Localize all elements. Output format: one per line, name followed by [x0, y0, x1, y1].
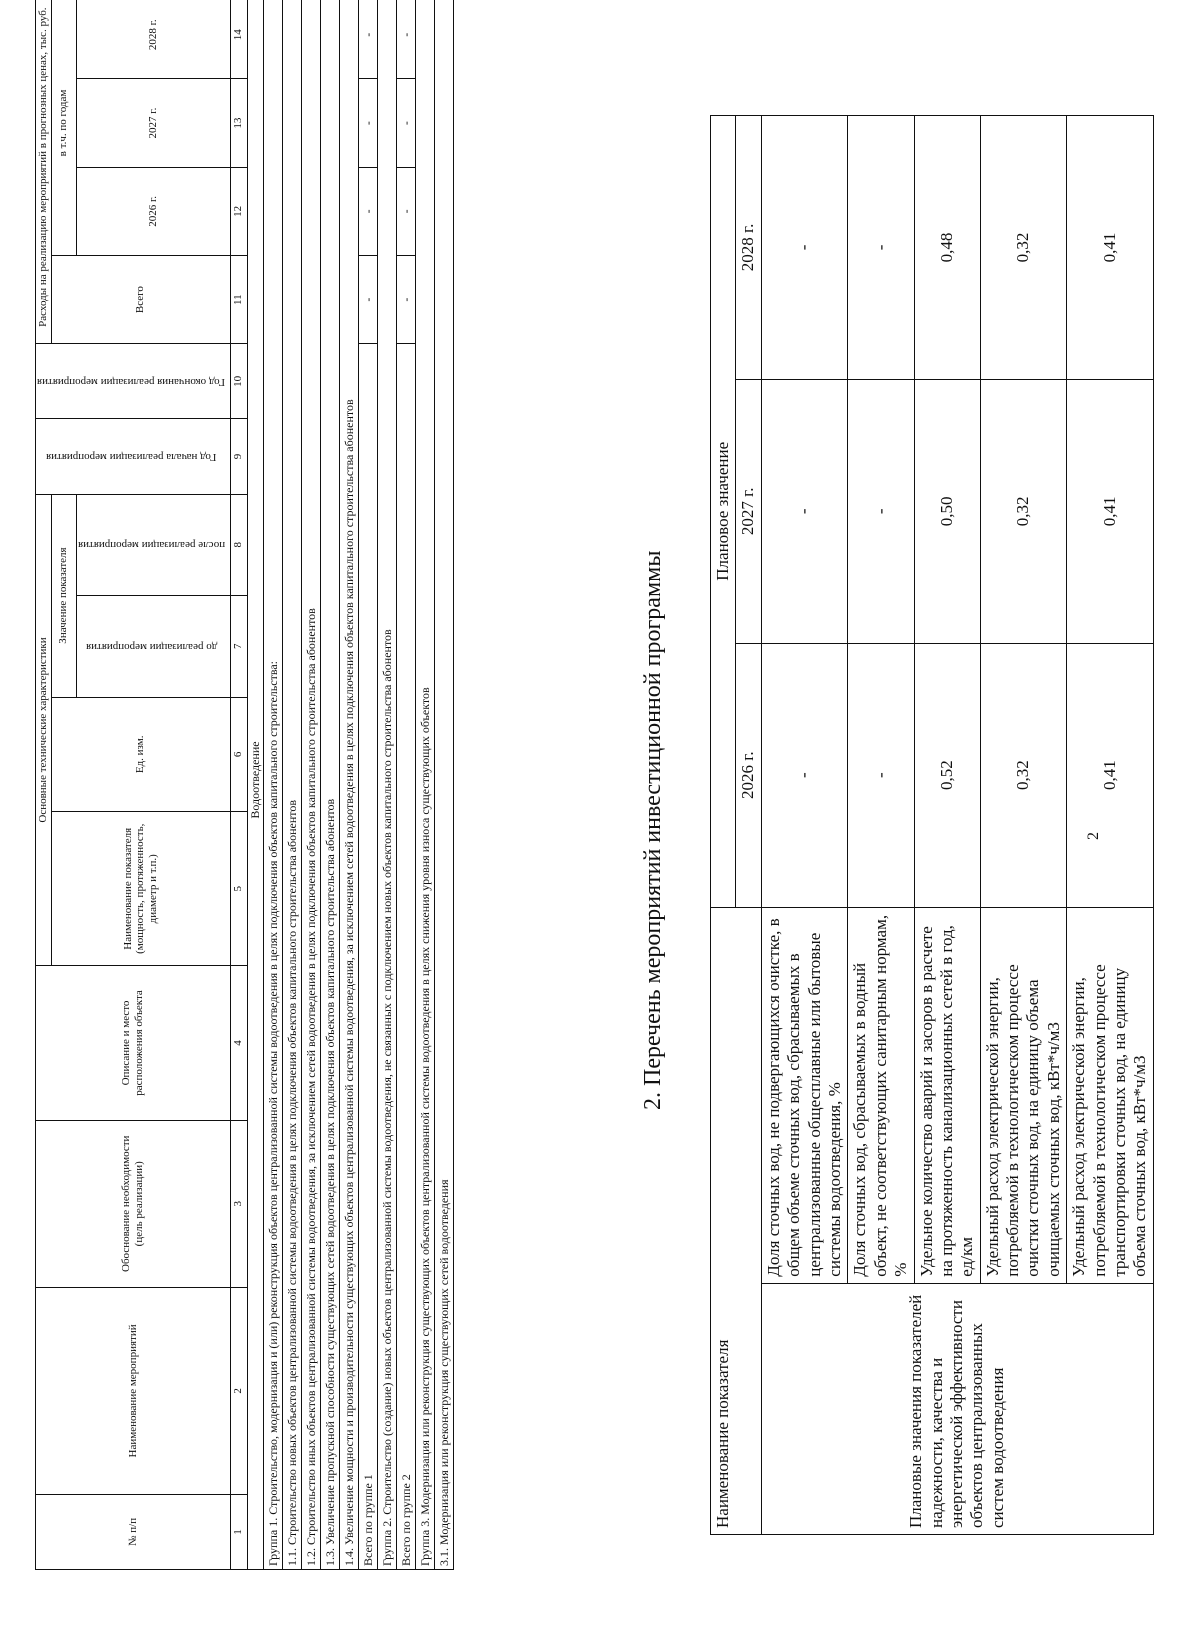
- t1-row-name: Доля сточных вод, сбрасываемых в водный объект, не соответствующих санитарным нормам, %: [848, 907, 914, 1283]
- t2-colnum: 12: [230, 167, 247, 255]
- t1-cell: 0,41: [1067, 116, 1154, 380]
- page-number: 2: [1085, 832, 1102, 840]
- t2-h-end-text: Год окончания реализации мероприятия: [37, 375, 226, 388]
- t2-colnum: 1: [230, 1494, 247, 1569]
- t2-colnum: 2: [230, 1287, 247, 1494]
- t1-row-name: Удельное количество аварий и засоров в расчете на протяженность канализационных сетей в год, ед/км: [914, 907, 980, 1283]
- t2-h-num: № п/п: [36, 1494, 231, 1569]
- t2-section-label: Водоотведение: [247, 0, 264, 1570]
- t1-cell: -: [848, 116, 914, 380]
- t2-h-costs: Расходы на реализацию мероприятий в прогнозных ценах, тыс. руб.: [36, 0, 52, 344]
- t2-row-text: Группа 2. Строительство (создание) новых объектов централизованной системы водоотведения, не связанных с подключением новых объектов капитального строительства абонентов: [378, 0, 397, 1570]
- t2-h-after: [76, 494, 230, 595]
- t2-section-row: [247, 0, 264, 1570]
- t2-h-end: [36, 344, 231, 419]
- table-row: [321, 0, 340, 1570]
- measures-table: [35, 0, 454, 1570]
- t2-total-cell: -: [359, 79, 378, 167]
- t2-h-before: [76, 596, 230, 697]
- indicators-table: [710, 115, 1154, 1535]
- t2-h-after-text: после реализации мероприятия: [77, 539, 226, 552]
- t2-total-cell: -: [397, 256, 416, 344]
- t1-year-2028: 2028 г.: [736, 116, 761, 380]
- t1-cell: -: [761, 116, 848, 380]
- t2-total-cell: -: [359, 256, 378, 344]
- t2-colnum: 6: [230, 697, 247, 812]
- t2-colnum: 14: [230, 0, 247, 79]
- t1-row-name: Удельный расход электрической энергии, потребляемой в технологическом процессе очистки сточных вод, на единицу объема очищаемых сточных вод, кВт*ч/м3: [980, 907, 1067, 1283]
- t2-total-cell: -: [397, 79, 416, 167]
- t2-colnum: 13: [230, 79, 247, 167]
- t2-total-cell: -: [397, 0, 416, 79]
- t2-h-total: Всего: [51, 256, 230, 344]
- table-row: [359, 0, 378, 1570]
- t2-h-indname: Наименование показателя (мощность, протяженность, диаметр и т.п.): [51, 812, 230, 966]
- t1-header-name: Наименование показателя: [711, 907, 762, 1534]
- t1-cell: -: [761, 379, 848, 643]
- t1-group-text: Плановые значения показателей надежности, качества и энергетической эффективности объектов централизованных систем водоотведения: [906, 1294, 1007, 1528]
- t2-col-numbers: [230, 0, 247, 1570]
- t2-row-text: Всего по группе 2: [397, 344, 416, 1570]
- table-row: [283, 0, 302, 1570]
- t2-header-row-1: [36, 0, 52, 1570]
- t2-h-name: Наименование мероприятий: [36, 1287, 231, 1494]
- t2-h-start: [36, 419, 231, 494]
- t2-row-text: 1.1. Строительство новых объектов централизованной системы водоотведения в целях подключения объектов капитального строительства абонентов: [283, 0, 302, 1570]
- t1-cell: 0,32: [980, 379, 1067, 643]
- t2-h-unit: Ед. изм.: [51, 697, 230, 812]
- t1-row: [761, 116, 848, 1535]
- t2-colnum: 10: [230, 344, 247, 419]
- t2-row-text: Группа 3. Модернизация или реконструкция существующих объектов централизованной системы водоотведения в целях снижения уровня износа существующих объектов: [416, 0, 435, 1570]
- t2-h-year-2028: 2028 г.: [76, 0, 230, 79]
- t2-h-values: Значение показателя: [51, 494, 76, 697]
- table-row: [264, 0, 283, 1570]
- table-row: [302, 0, 321, 1570]
- t1-cell: 0,32: [980, 643, 1067, 907]
- t1-header-row: [711, 116, 736, 1535]
- t1-year-2026: 2026 г.: [736, 643, 761, 907]
- table-row: [340, 0, 359, 1570]
- t2-total-cell: -: [397, 167, 416, 255]
- t2-h-before-text: до реализации мероприятия: [85, 640, 218, 653]
- t2-h-reason: Обоснование необходимости (цель реализации): [36, 1120, 231, 1287]
- t1-cell: 0,52: [914, 643, 980, 907]
- table-row: [378, 0, 397, 1570]
- table-row: [416, 0, 435, 1570]
- t2-row-text: 1.3. Увеличение пропускной способности существующих сетей водоотведения в целях подключения объектов капитального строительства абонентов: [321, 0, 340, 1570]
- t2-colnum: 4: [230, 966, 247, 1120]
- t2-row-text: Всего по группе 1: [359, 344, 378, 1570]
- t2-colnum: 3: [230, 1120, 247, 1287]
- t2-colnum: 9: [230, 419, 247, 494]
- t1-cell: -: [848, 379, 914, 643]
- t1-cell: 0,32: [980, 116, 1067, 380]
- t2-h-year-2027: 2027 г.: [76, 79, 230, 167]
- section-title: 2. Перечень мероприятий инвестиционной программы: [640, 550, 666, 1110]
- t1-cell: 0,41: [1067, 379, 1154, 643]
- t2-h-year-2026: 2026 г.: [76, 167, 230, 255]
- t2-row-text: 3.1. Модернизация или реконструкция существующих сетей водоотведения: [435, 0, 454, 1570]
- t2-colnum: 11: [230, 256, 247, 344]
- table-row: [397, 0, 416, 1570]
- t2-total-cell: -: [359, 167, 378, 255]
- t2-row-text: 1.4. Увеличение мощности и производительности существующих объектов централизованной системы водоотведения, за исключением сетей водоотведения в целях подключения объектов капитального строительства абонентов: [340, 0, 359, 1570]
- t1-row-name: Доля сточных вод, не подвергающихся очистке, в общем объеме сточных вод, сбрасываемых в централизованные общесплавные или бытовые системы водоотведения, %: [761, 907, 848, 1283]
- t2-h-desc: Описание и место расположения объекта: [36, 966, 231, 1120]
- t2-row-text: Группа 1. Строительство, модернизация и (или) реконструкция объектов централизованной системы водоотведения в целях подключения объектов капитального строительства:: [264, 0, 283, 1570]
- t2-total-cell: -: [359, 0, 378, 79]
- t2-h-start-text: Год начала реализации мероприятия: [45, 450, 217, 463]
- t2-row-text: 1.2. Строительство иных объектов централизованной системы водоотведения, за исключением сетей водоотведения в целях подключения объектов капитального строительства абонентов: [302, 0, 321, 1570]
- t2-colnum: 5: [230, 812, 247, 966]
- t2-h-tech: Основные технические характеристики: [36, 494, 52, 966]
- t1-cell: 0,50: [914, 379, 980, 643]
- t1-row-name: Удельный расход электрической энергии, потребляемой в технологическом процессе транспортировки сточных вод, на единицу объема сточных вод, кВт*ч/м3: [1067, 907, 1154, 1283]
- table-row: [435, 0, 454, 1570]
- t2-h-byyear: в т.ч. по годам: [51, 0, 76, 256]
- t1-header-planned: Плановое значение: [711, 116, 736, 908]
- t1-group-label: [761, 1283, 1153, 1534]
- t1-cell: 0,41: [1067, 643, 1154, 907]
- t2-colnum: 7: [230, 596, 247, 697]
- t1-cell: 0,48: [914, 116, 980, 380]
- t1-cell: -: [761, 643, 848, 907]
- t1-year-2027: 2027 г.: [736, 379, 761, 643]
- t2-colnum: 8: [230, 494, 247, 595]
- t1-cell: -: [848, 643, 914, 907]
